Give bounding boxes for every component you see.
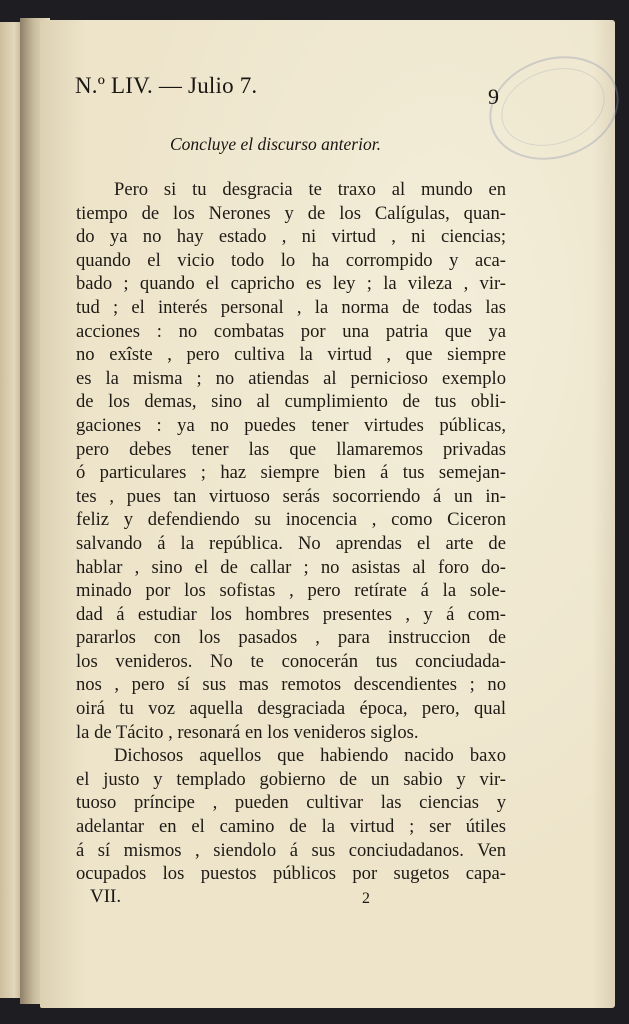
text-line: acciones : no combatas por una patria que ya xyxy=(76,320,506,342)
text-line: ocupados los puestos públicos por sugetos capa- xyxy=(76,863,506,885)
issue-number: N.º LIV. — Julio 7. xyxy=(75,73,258,98)
text-line: minado por los sofistas , pero retírate á la sole- xyxy=(76,580,506,602)
text-line: no exîste , pero cultiva la virtud , que siempre xyxy=(76,344,506,366)
page-header xyxy=(75,73,515,99)
text-line: oirá tu voz aquella desgraciada época, pero, qual xyxy=(76,698,506,720)
text-line: pero debes tener las que llamaremos privadas xyxy=(76,438,506,460)
text-line: adelantar en el camino de la virtud ; ser útiles xyxy=(76,816,506,838)
text-line: Dichosos aquellos que habiendo nacido baxo xyxy=(114,745,506,767)
text-line: ó particulares ; haz siempre bien á tus semejan- xyxy=(76,462,506,484)
text-line: tes , pues tan virtuoso serás socorriendo á un in- xyxy=(76,485,506,507)
text-line: pararlos con los pasados , para instruccion de xyxy=(76,627,506,649)
text-line: do ya no hay estado , ni virtud , ni ciencias; xyxy=(76,226,506,248)
sheet-number: 2 xyxy=(362,890,370,907)
text-line: de los demas, sino al cumplimiento de tus obli- xyxy=(76,391,506,413)
text-line: tiempo de los Nerones y de los Calígulas, quan- xyxy=(76,202,506,224)
page-number: 9 xyxy=(488,84,499,109)
text-line: dad á estudiar los hombres presentes , y á com- xyxy=(76,603,506,625)
text-line: tud ; el interés personal , la norma de todas las xyxy=(76,296,506,318)
text-line: hablar , sino el de callar ; no asistas al foro do- xyxy=(76,556,506,578)
text-line: el justo y templado gobierno de un sabio y vir- xyxy=(76,768,506,790)
text-line: es la misma ; no atiendas al pernicioso exemplo xyxy=(76,367,506,389)
text-line: Pero si tu desgracia te traxo al mundo en xyxy=(114,179,506,200)
text-line: tuoso príncipe , pueden cultivar las ciencias y xyxy=(76,792,506,814)
text-line: á sí mismos , siendolo á sus conciudadanos. Ven xyxy=(76,839,506,861)
text-line: salvando á la república. No aprendas el arte de xyxy=(76,532,506,554)
text-line: gaciones : ya no puedes tener virtudes públicas, xyxy=(76,414,506,436)
body-text xyxy=(76,178,506,886)
text-line: feliz y defendiendo su inocencia , como Ciceron xyxy=(76,509,506,531)
text-line: nos , pero sí sus mas remotos descendientes ; no xyxy=(76,674,506,696)
text-line: la de Tácito , resonará en los venideros siglos. xyxy=(76,721,419,743)
section-subtitle: Concluye el discurso anterior. xyxy=(170,134,381,154)
text-line: bado ; quando el capricho es ley ; la vileza , vir- xyxy=(76,273,506,295)
text-line: los venideros. No te conocerán tus conciudada- xyxy=(76,650,506,672)
text-line: quando el vicio todo lo ha corrompido y aca- xyxy=(76,249,506,271)
printer-signature-mark: VII. xyxy=(90,886,122,907)
